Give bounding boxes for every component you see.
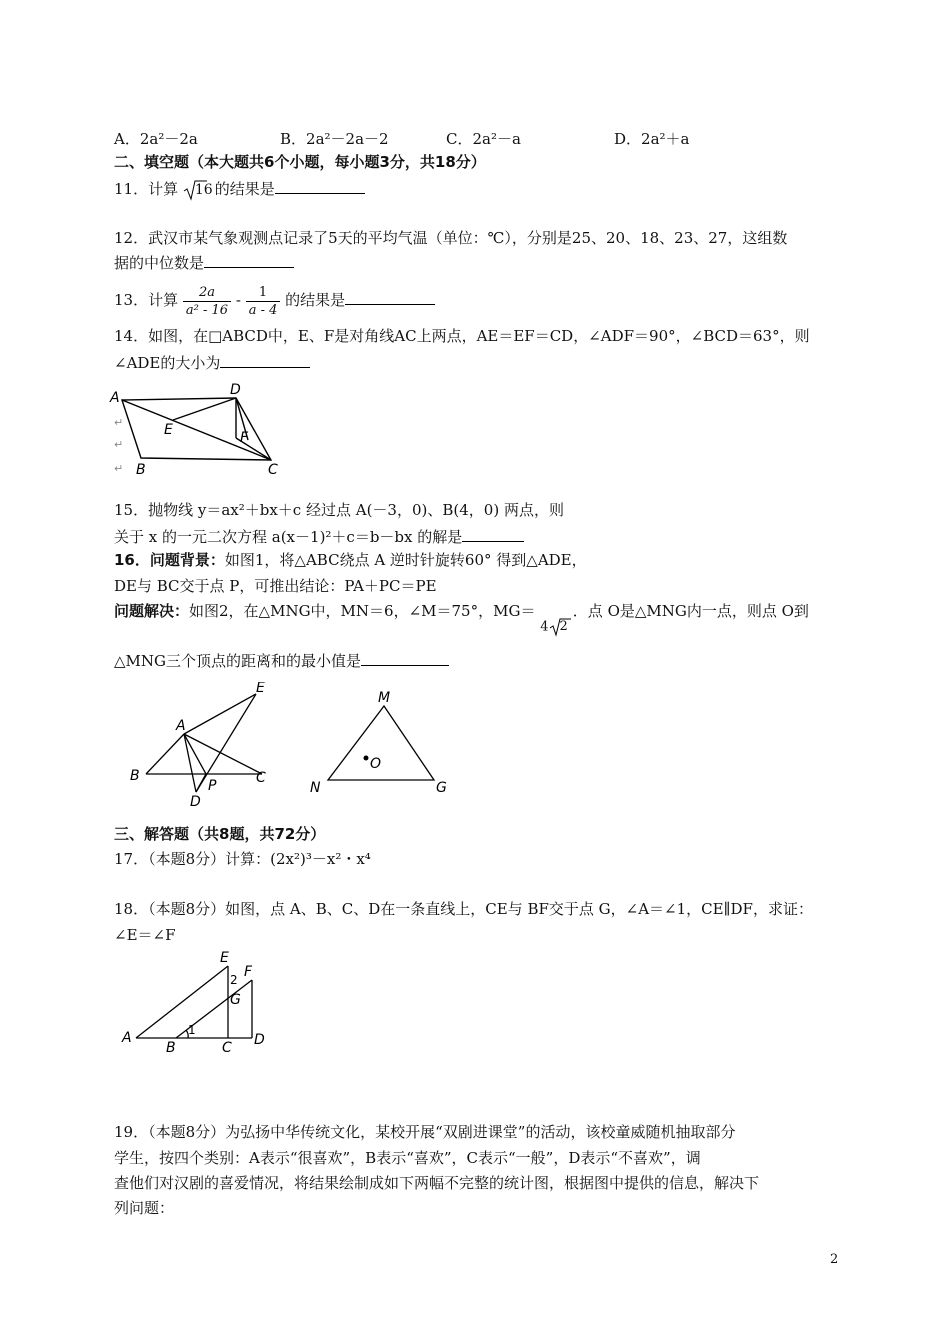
sqrt-radicand: 2 <box>559 619 568 634</box>
label-c: C <box>256 770 266 786</box>
question-13 <box>114 280 435 320</box>
question-14-line1: 14．如图，在□ABCD中，E、F是对角线AC上两点，AE＝EF＝CD，∠ADF＝90°，∠BCD＝63°，则 <box>114 327 810 345</box>
question-text: 计算 <box>148 291 179 309</box>
coefficient-sqrt <box>540 617 579 638</box>
question-16-line1 <box>114 550 587 570</box>
fraction-numerator: 2a <box>183 284 231 302</box>
label-m: M <box>378 690 391 706</box>
problem-solving-heading: 问题解决： <box>114 602 190 620</box>
return-mark: ↵ <box>114 462 124 475</box>
label-f: F <box>240 430 249 446</box>
return-mark: ↵ <box>114 416 124 429</box>
answer-blank <box>462 526 524 542</box>
label-a: A <box>122 1030 132 1046</box>
question-text: △MNG三个顶点的距离和的最小值是 <box>114 652 362 670</box>
label-n: N <box>310 780 321 796</box>
option-c: C．2a²－a <box>446 130 521 148</box>
question-15-line1: 15．抛物线 y＝ax²＋bx＋c 经过点 A(－3，0)、B(4，0) 两点，则 <box>114 501 564 519</box>
question-text: 的结果是 <box>214 180 275 198</box>
question-12-line2 <box>114 252 294 273</box>
label-e: E <box>220 950 229 966</box>
question-text: 如图2，在△MNG中，MN＝6，∠M＝75°，MG＝ <box>189 602 536 620</box>
return-mark: ↵ <box>114 438 124 451</box>
label-o: O <box>370 756 382 772</box>
label-b: B <box>136 462 146 478</box>
question-19-line1: 19．（本题8分）为弘扬中华传统文化，某校开展“双剧进课堂”的活动，该校童威随机抽取部分 <box>114 1123 736 1141</box>
label-a: A <box>176 718 186 734</box>
sqrt-coefficient: 4 <box>540 619 549 634</box>
section-title: 二、填空题（本大题共6个小题，每小题3分，共18分） <box>114 153 486 171</box>
question-number: 11． <box>114 180 149 198</box>
question-16-line4 <box>114 650 449 671</box>
question-19-line2: 学生，按四个类别：A表示“很喜欢”，B表示“喜欢”，C表示“一般”，D表示“不喜欢”，调 <box>114 1149 701 1167</box>
figure-parallelogram <box>108 378 298 478</box>
label-c: C <box>268 462 278 478</box>
label-c: C <box>222 1040 232 1056</box>
label-f: F <box>244 964 253 980</box>
question-text: 计算 <box>148 180 179 198</box>
question-text: ．点 O是△MNG内一点，则点 O到 <box>572 602 809 620</box>
question-17: 17．（本题8分）计算：(2x²)³－x²・x⁴ <box>114 850 371 868</box>
page-number: 2 <box>830 1252 839 1267</box>
label-e: E <box>164 422 173 438</box>
answer-blank <box>204 252 294 268</box>
question-text: 如图1，将△ABC绕点 A 逆时针旋转60° 得到△ADE， <box>224 551 587 569</box>
label-p: P <box>208 778 217 794</box>
answer-blank <box>361 650 449 666</box>
label-g: G <box>436 780 447 796</box>
label-g: G <box>230 992 241 1008</box>
question-14-line2 <box>114 352 310 373</box>
question-text: 关于 x 的一元二次方程 a(x－1)²＋c＝b－bx 的解是 <box>114 528 463 546</box>
label-d: D <box>230 382 241 398</box>
question-11 <box>114 178 365 201</box>
question-18-line1: 18．（本题8分）如图，点 A、B、C、D在一条直线上，CE与 BF交于点 G，∠A＝∠1，CE∥DF，求证： <box>114 900 813 918</box>
fraction-2 <box>246 284 281 319</box>
fraction-1 <box>183 284 231 319</box>
fraction-denominator: a - 4 <box>248 302 278 318</box>
label-d: D <box>190 794 201 810</box>
question-12-line1: 12．武汉市某气象观测点记录了5天的平均气温（单位：℃），分别是25、20、18、23、27，这组数 <box>114 229 788 247</box>
label-a: A <box>110 390 120 406</box>
section-title: 三、解答题（共8题，共72分） <box>114 825 326 843</box>
question-19-line3: 查他们对汉剧的喜爱情况，将结果绘制成如下两幅不完整的统计图，根据图中提供的信息，解决下 <box>114 1174 760 1192</box>
question-18-line2: ∠E＝∠F <box>114 926 176 944</box>
question-16-line3 <box>114 601 809 634</box>
label-b: B <box>130 768 140 784</box>
figure-q18 <box>116 950 276 1056</box>
answer-blank <box>275 178 365 194</box>
fraction-numerator: 1 <box>246 284 281 302</box>
minus-sign: - <box>235 291 241 309</box>
label-angle-2: 2 <box>230 973 238 987</box>
question-19-line4: 列问题： <box>114 1199 175 1217</box>
answer-blank <box>220 352 310 368</box>
question-number: 13． <box>114 291 149 309</box>
option-a: A．2a²－2a <box>114 130 198 148</box>
fraction-denominator: a² - 16 <box>185 302 229 318</box>
label-d: D <box>254 1032 265 1048</box>
question-16-line2: DE与 BC交于点 P，可推出结论：PA＋PC＝PE <box>114 577 437 595</box>
sqrt-radicand: 16 <box>194 182 213 198</box>
option-b: B．2a²－2a－2 <box>280 130 389 148</box>
point-o <box>364 756 369 761</box>
problem-background-heading: 16．问题背景： <box>114 551 225 569</box>
answer-blank <box>345 289 435 305</box>
figure-1-rotation <box>124 682 284 810</box>
question-15-line2 <box>114 526 524 547</box>
label-b: B <box>166 1040 176 1056</box>
option-d: D．2a²＋a <box>614 130 690 148</box>
question-text: 的结果是 <box>285 291 346 309</box>
label-e: E <box>256 682 265 696</box>
question-text: 据的中位数是 <box>114 254 205 272</box>
question-text: ∠ADE的大小为 <box>114 354 221 372</box>
label-angle-1: 1 <box>188 1023 196 1037</box>
figure-2-triangle <box>304 688 454 798</box>
